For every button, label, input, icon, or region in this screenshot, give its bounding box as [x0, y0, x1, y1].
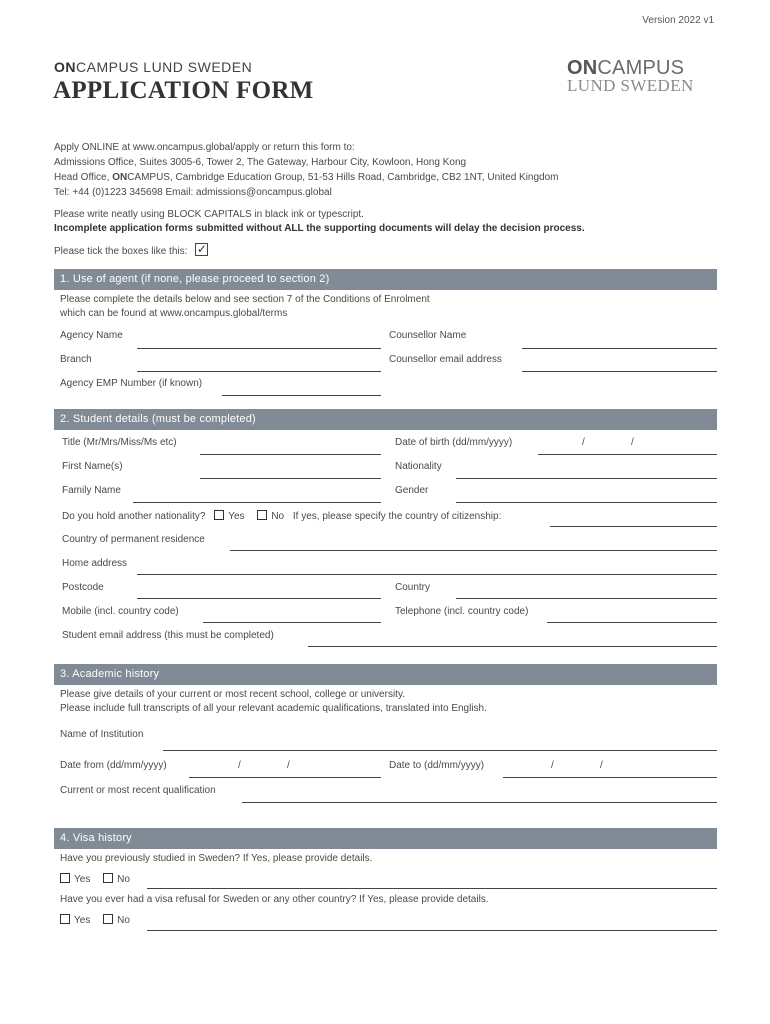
studied-sweden-question: Have you previously studied in Sweden? If Yes, please provide details. — [60, 853, 373, 864]
title-field[interactable] — [200, 454, 381, 455]
oncampus-logo: ONCAMPUS LUND SWEDEN — [567, 57, 694, 95]
institution-label: Name of Institution — [60, 729, 144, 740]
institution-field[interactable] — [163, 750, 717, 751]
postcode-field[interactable] — [137, 598, 381, 599]
page-title: APPLICATION FORM — [53, 77, 314, 104]
studied-sweden-options — [60, 874, 140, 885]
no-checkbox[interactable] — [103, 873, 113, 883]
block-capitals-note: Please write neatly using BLOCK CAPITALS in black ink or typescript. — [54, 209, 364, 220]
studied-sweden-yes[interactable]: Yes — [60, 874, 90, 885]
contact-line: Tel: +44 (0)1223 345698 Email: admissions@oncampus.global — [54, 187, 332, 198]
agency-name-label: Agency Name — [60, 330, 123, 341]
permanent-residence-label: Country of permanent residence — [62, 534, 205, 545]
visa-refusal-yes[interactable]: Yes — [60, 915, 90, 926]
version-label: Version 2022 v1 — [642, 15, 714, 26]
tick-example-checkbox: ✓ — [196, 242, 207, 256]
no-checkbox[interactable] — [103, 914, 113, 924]
qualification-field[interactable] — [242, 802, 717, 803]
intro-text — [54, 140, 559, 200]
date-from-slash-1: / — [238, 760, 241, 771]
postcode-label: Postcode — [62, 582, 104, 593]
telephone-label: Telephone (incl. country code) — [395, 606, 529, 617]
dob-slash-2: / — [631, 437, 634, 448]
title-label: Title (Mr/Mrs/Miss/Ms etc) — [62, 437, 177, 448]
section1-desc-1: Please complete the details below and see section 7 of the Conditions of Enrolment — [60, 294, 430, 305]
gender-field[interactable] — [456, 502, 717, 503]
section3-header: 3. Academic history — [54, 664, 717, 685]
section1-header: 1. Use of agent (if none, please proceed to section 2) — [54, 269, 717, 290]
dob-label: Date of birth (dd/mm/yyyy) — [395, 437, 513, 448]
student-email-label: Student email address (this must be completed) — [62, 630, 274, 641]
another-nationality-question: Do you hold another nationality? Yes No If yes, please specify the country of citizenship: — [62, 511, 502, 522]
home-address-label: Home address — [62, 558, 128, 569]
section3-desc-2: Please include full transcripts of all your relevant academic qualifications, translated into English. — [60, 703, 487, 714]
incomplete-warning: Incomplete application forms submitted without ALL the supporting documents will delay the decision process. — [54, 223, 585, 234]
no-checkbox[interactable] — [257, 510, 267, 520]
section2-header: 2. Student details (must be completed) — [54, 409, 717, 430]
studied-sweden-details-field[interactable] — [147, 888, 717, 889]
student-email-field[interactable] — [308, 646, 717, 647]
dob-slash-1: / — [582, 437, 585, 448]
section4-header: 4. Visa history — [54, 828, 717, 849]
section1-desc-2: which can be found at www.oncampus.global/terms — [60, 308, 288, 319]
citizenship-country-field[interactable] — [550, 526, 717, 527]
date-to-label: Date to (dd/mm/yyyy) — [389, 760, 485, 771]
date-to-slash-1: / — [551, 760, 554, 771]
head-office-line: Head Office, ONCAMPUS, Cambridge Education Group, 51-53 Hills Road, Cambridge, CB2 1NT, United Kingdom — [54, 172, 559, 183]
date-from-field[interactable] — [189, 777, 381, 778]
gender-label: Gender — [395, 485, 429, 496]
country-field[interactable] — [456, 598, 717, 599]
counsellor-name-field[interactable] — [522, 348, 717, 349]
visa-refusal-no[interactable]: No — [103, 915, 130, 926]
counsellor-name-label: Counsellor Name — [389, 330, 467, 341]
yes-checkbox[interactable] — [60, 914, 70, 924]
family-name-label: Family Name — [62, 485, 121, 496]
date-to-slash-2: / — [600, 760, 603, 771]
agency-emp-field[interactable] — [222, 395, 381, 396]
home-address-field[interactable] — [137, 574, 717, 575]
tick-instruction: Please tick the boxes like this: ✓ — [54, 242, 207, 258]
qualification-label: Current or most recent qualification — [60, 785, 216, 796]
branch-field[interactable] — [137, 371, 381, 372]
date-from-slash-2: / — [287, 760, 290, 771]
visa-refusal-options — [60, 915, 140, 926]
first-name-label: First Name(s) — [62, 461, 123, 472]
section3-desc-1: Please give details of your current or most recent school, college or university. — [60, 689, 405, 700]
dob-field[interactable] — [538, 454, 717, 455]
visa-refusal-details-field[interactable] — [147, 930, 717, 931]
nationality-field[interactable] — [456, 478, 717, 479]
instructions — [54, 208, 585, 236]
mobile-field[interactable] — [203, 622, 381, 623]
agency-name-field[interactable] — [137, 348, 381, 349]
visa-refusal-question: Have you ever had a visa refusal for Sweden or any other country? If Yes, please provide details. — [60, 894, 489, 905]
brand-subtitle: ONCAMPUS LUND SWEDEN — [54, 59, 253, 75]
family-name-field[interactable] — [133, 502, 381, 503]
telephone-field[interactable] — [547, 622, 717, 623]
yes-checkbox[interactable] — [60, 873, 70, 883]
date-from-label: Date from (dd/mm/yyyy) — [60, 760, 167, 771]
another-nationality-yes[interactable]: Yes — [214, 511, 244, 522]
date-to-field[interactable] — [503, 777, 717, 778]
counsellor-email-field[interactable] — [522, 371, 717, 372]
first-name-field[interactable] — [200, 478, 381, 479]
apply-online-line: Apply ONLINE at www.oncampus.global/apply or return this form to: — [54, 142, 355, 153]
studied-sweden-no[interactable]: No — [103, 874, 130, 885]
counsellor-email-label: Counsellor email address — [389, 354, 502, 365]
admissions-address-line: Admissions Office, Suites 3005-6, Tower 2, The Gateway, Harbour City, Kowloon, Hong Kong — [54, 157, 467, 168]
mobile-label: Mobile (incl. country code) — [62, 606, 179, 617]
agency-emp-label: Agency EMP Number (if known) — [60, 378, 203, 389]
another-nationality-no[interactable]: No — [257, 511, 284, 522]
yes-checkbox[interactable] — [214, 510, 224, 520]
country-label: Country — [395, 582, 431, 593]
branch-label: Branch — [60, 354, 92, 365]
permanent-residence-field[interactable] — [230, 550, 717, 551]
nationality-label: Nationality — [395, 461, 442, 472]
